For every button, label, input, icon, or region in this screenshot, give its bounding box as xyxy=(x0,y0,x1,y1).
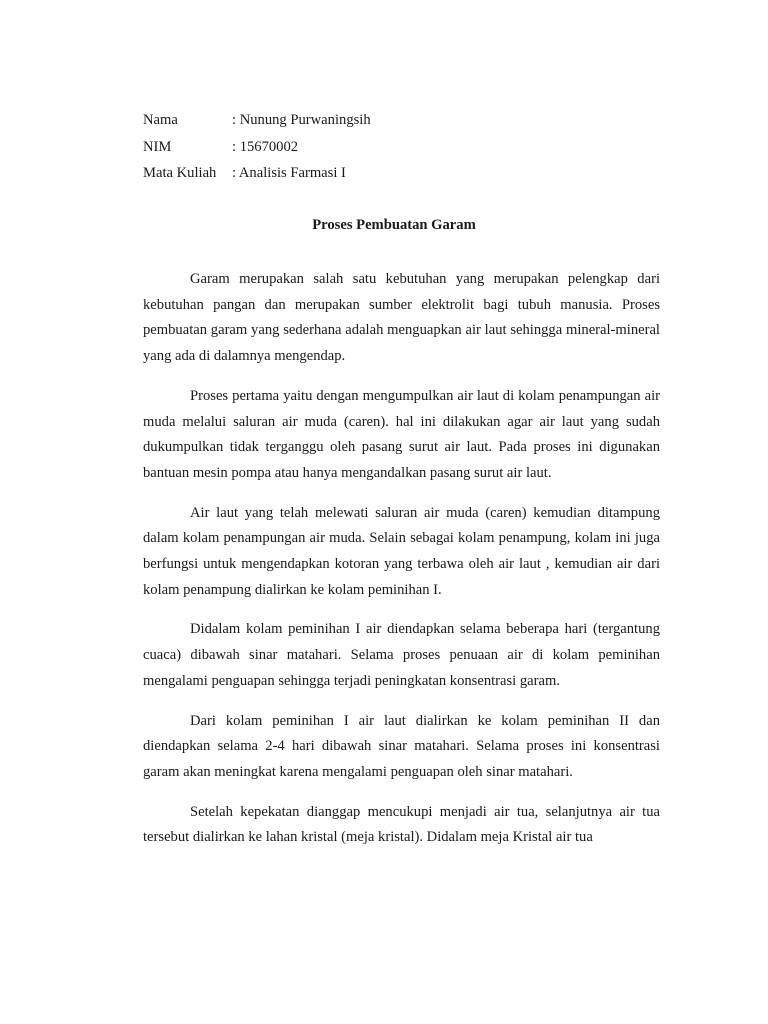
document-title: Proses Pembuatan Garam xyxy=(312,217,476,233)
course-label: Mata Kuliah xyxy=(143,165,217,182)
nim-row xyxy=(143,137,371,164)
student-info-block xyxy=(143,110,371,190)
name-label: Nama xyxy=(143,112,178,128)
course-row xyxy=(143,163,371,190)
paragraph: Garam merupakan salah satu kebutuhan yang merupakan pelengkap dari kebutuhan pangan dan merupakan sumber elektrolit bagi tubuh manusia. Proses pembuatan garam yang sederhana adalah menguapkan air laut sehingga mineral-mineral yang ada di dalamnya mengendap. xyxy=(143,271,660,365)
paragraph: Setelah kepekatan dianggap mencukupi menjadi air tua, selanjutnya air tua tersebut dialirkan ke lahan kristal (meja kristal). Didalam meja Kristal air tua xyxy=(143,803,660,846)
paragraph: Dari kolam peminihan I air laut dialirkan ke kolam peminihan II dan diendapkan selama 2-4 hari dibawah sinar matahari. Selama proses ini konsentrasi garam akan meningkat karena mengalami penguapan oleh sinar matahari. xyxy=(143,712,660,780)
nim-label: NIM xyxy=(143,138,172,155)
course-value: : Analisis Farmasi I xyxy=(232,165,346,182)
name-row xyxy=(143,110,371,137)
name-value: : Nunung Purwaningsih xyxy=(232,112,371,128)
paragraph: Didalam kolam peminihan I air diendapkan selama beberapa hari (tergantung cuaca) dibawah sinar matahari. Selama proses penuaan air di kolam peminihan mengalami penguapan sehingga terjadi peningkatan konsentrasi garam. xyxy=(143,621,660,689)
paragraph: Proses pertama yaitu dengan mengumpulkan air laut di kolam penampungan air muda melalui saluran air muda (caren). hal ini dilakukan agar air laut yang sudah dukumpulkan tidak terganggu oleh pasang surut air laut. Pada proses ini digunakan bantuan mesin pompa atau hanya mengandalkan pasang surut air laut. xyxy=(143,387,660,481)
document-body xyxy=(143,267,660,865)
paragraph: Air laut yang telah melewati saluran air muda (caren) kemudian ditampung dalam kolam penampungan air muda. Selain sebagai kolam penampung, kolam ini juga berfungsi untuk mengendapkan kotoran yang terbawa oleh air laut , kemudian air dari kolam penampung dialirkan ke kolam peminihan I. xyxy=(143,504,660,598)
nim-value: : 15670002 xyxy=(232,138,299,155)
